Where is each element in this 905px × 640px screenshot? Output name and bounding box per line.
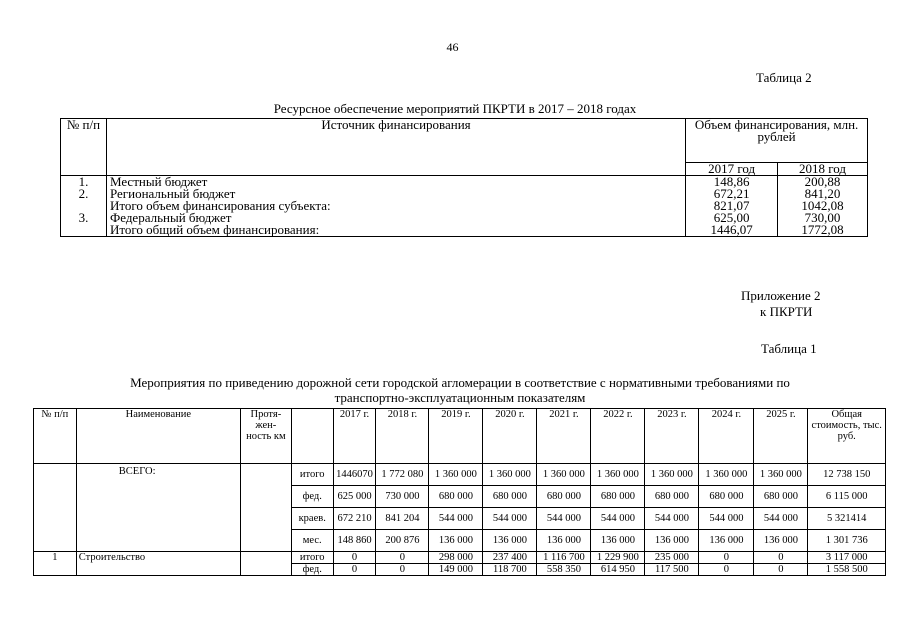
header-year-2018: 2018 год — [778, 163, 868, 176]
cell-value: 200 876 — [376, 530, 429, 552]
cell-value: 1 360 000 — [483, 464, 537, 486]
row-type: итого — [291, 552, 333, 564]
cell-value: 136 000 — [429, 530, 483, 552]
row-source: Итого объем финансирования субъекта: — [106, 200, 685, 212]
header-volume: Объем финансирования, млн. рублей — [686, 119, 868, 163]
header-year: 2022 г. — [591, 409, 645, 464]
table1-caption-line2: транспортно-эксплуатационным показателям — [334, 390, 586, 405]
header-year: 2021 г. — [537, 409, 591, 464]
cell-value: 0 — [333, 564, 376, 576]
cell-value: 136 000 — [645, 530, 699, 552]
cell-value: 0 — [376, 552, 429, 564]
row-num: 2. — [61, 188, 107, 200]
cell-total: 5 321414 — [808, 508, 886, 530]
table1-caption-line1: Мероприятия по приведению дорожной сети городской агломерации в соответствие с нормативными требованиями по — [130, 375, 790, 390]
row-num — [61, 224, 107, 237]
cell-value: 1 116 700 — [537, 552, 591, 564]
cell-value: 1 360 000 — [754, 464, 808, 486]
cell-value: 1 360 000 — [429, 464, 483, 486]
row-type: фед. — [291, 486, 333, 508]
header-type — [291, 409, 333, 464]
row-2018: 200,88 — [778, 176, 868, 189]
cell-value: 136 000 — [483, 530, 537, 552]
cell-value: 0 — [333, 552, 376, 564]
cell-value: 558 350 — [537, 564, 591, 576]
header-source: Источник финансирования — [106, 119, 685, 176]
header-num: № п/п — [61, 119, 107, 176]
cell-value: 544 000 — [429, 508, 483, 530]
cell-value: 136 000 — [699, 530, 754, 552]
cell-value: 544 000 — [591, 508, 645, 530]
cell-value: 136 000 — [754, 530, 808, 552]
cell-value: 544 000 — [699, 508, 754, 530]
cell-value: 1 229 900 — [591, 552, 645, 564]
table1-label: Таблица 1 — [761, 341, 817, 356]
cell-total: 3 117 000 — [808, 552, 886, 564]
row-2017: 148,86 — [686, 176, 778, 189]
header-year: 2017 г. — [333, 409, 376, 464]
appendix-line2: к ПКРТИ — [760, 304, 813, 319]
cell-value: 118 700 — [483, 564, 537, 576]
row-type: краев. — [291, 508, 333, 530]
cell-value: 730 000 — [376, 486, 429, 508]
appendix-line1: Приложение 2 — [741, 288, 821, 303]
row-num: 1. — [61, 176, 107, 189]
cell-value: 680 000 — [699, 486, 754, 508]
row-name: Строительство — [76, 552, 240, 576]
row-source: Федеральный бюджет — [106, 212, 685, 224]
cell-value: 841 204 — [376, 508, 429, 530]
cell-total: 1 301 736 — [808, 530, 886, 552]
cell-value: 1 772 080 — [376, 464, 429, 486]
cell-value: 1 360 000 — [699, 464, 754, 486]
row-length — [240, 464, 291, 552]
measures-table — [33, 408, 886, 576]
cell-value: 0 — [754, 564, 808, 576]
header-length: Протя-жен-ность км — [240, 409, 291, 464]
cell-value: 672 210 — [333, 508, 376, 530]
row-length — [240, 552, 291, 576]
header-year: 2018 г. — [376, 409, 429, 464]
page-number: 46 — [446, 40, 459, 54]
row-2017: 821,07 — [686, 200, 778, 212]
table2-label: Таблица 2 — [756, 70, 812, 85]
header-year: 2023 г. — [645, 409, 699, 464]
cell-total: 12 738 150 — [808, 464, 886, 486]
row-2017: 1446,07 — [686, 224, 778, 237]
row-2017: 672,21 — [686, 188, 778, 200]
cell-total: 6 115 000 — [808, 486, 886, 508]
row-2018: 841,20 — [778, 188, 868, 200]
row-2018: 730,00 — [778, 212, 868, 224]
row-2017: 625,00 — [686, 212, 778, 224]
header-year: 2020 г. — [483, 409, 537, 464]
cell-value: 136 000 — [537, 530, 591, 552]
cell-value: 544 000 — [754, 508, 808, 530]
header-year-2017: 2017 год — [686, 163, 778, 176]
header-year: 2024 г. — [699, 409, 754, 464]
row-2018: 1772,08 — [778, 224, 868, 237]
row-name: ВСЕГО: — [76, 464, 240, 552]
cell-value: 625 000 — [333, 486, 376, 508]
row-num: 3. — [61, 212, 107, 224]
cell-value: 680 000 — [537, 486, 591, 508]
cell-value: 680 000 — [429, 486, 483, 508]
cell-value: 235 000 — [645, 552, 699, 564]
cell-value: 544 000 — [537, 508, 591, 530]
cell-value: 544 000 — [645, 508, 699, 530]
row-source: Итого общий объем финансирования: — [106, 224, 685, 237]
cell-value: 0 — [376, 564, 429, 576]
row-type: мес. — [291, 530, 333, 552]
cell-value: 680 000 — [591, 486, 645, 508]
row-num — [34, 464, 77, 552]
cell-total: 1 558 500 — [808, 564, 886, 576]
row-source: Региональный бюджет — [106, 188, 685, 200]
resource-table — [60, 118, 868, 237]
table-row — [34, 464, 886, 486]
cell-value: 148 860 — [333, 530, 376, 552]
table-row — [61, 224, 868, 237]
cell-value: 680 000 — [483, 486, 537, 508]
header-num: № п/п — [34, 409, 77, 464]
cell-value: 298 000 — [429, 552, 483, 564]
cell-value: 149 000 — [429, 564, 483, 576]
row-type: итого — [291, 464, 333, 486]
row-num: 1 — [34, 552, 77, 576]
cell-value: 680 000 — [645, 486, 699, 508]
cell-value: 117 500 — [645, 564, 699, 576]
cell-value: 544 000 — [483, 508, 537, 530]
cell-value: 614 950 — [591, 564, 645, 576]
row-2018: 1042,08 — [778, 200, 868, 212]
cell-value: 1 360 000 — [591, 464, 645, 486]
cell-value: 1 360 000 — [645, 464, 699, 486]
cell-value: 0 — [754, 552, 808, 564]
cell-value: 0 — [699, 552, 754, 564]
cell-value: 0 — [699, 564, 754, 576]
cell-value: 1 360 000 — [537, 464, 591, 486]
cell-value: 680 000 — [754, 486, 808, 508]
cell-value: 136 000 — [591, 530, 645, 552]
row-type: фед. — [291, 564, 333, 576]
table2-caption: Ресурсное обеспечение мероприятий ПКРТИ в 2017 – 2018 годах — [273, 101, 637, 116]
header-year: 2025 г. — [754, 409, 808, 464]
row-source: Местный бюджет — [106, 176, 685, 189]
cell-value: 237 400 — [483, 552, 537, 564]
header-year: 2019 г. — [429, 409, 483, 464]
cell-value: 1446070 — [333, 464, 376, 486]
table-row — [34, 552, 886, 564]
header-total: Общая стоимость, тыс. руб. — [808, 409, 886, 464]
header-name: Наименование — [76, 409, 240, 464]
